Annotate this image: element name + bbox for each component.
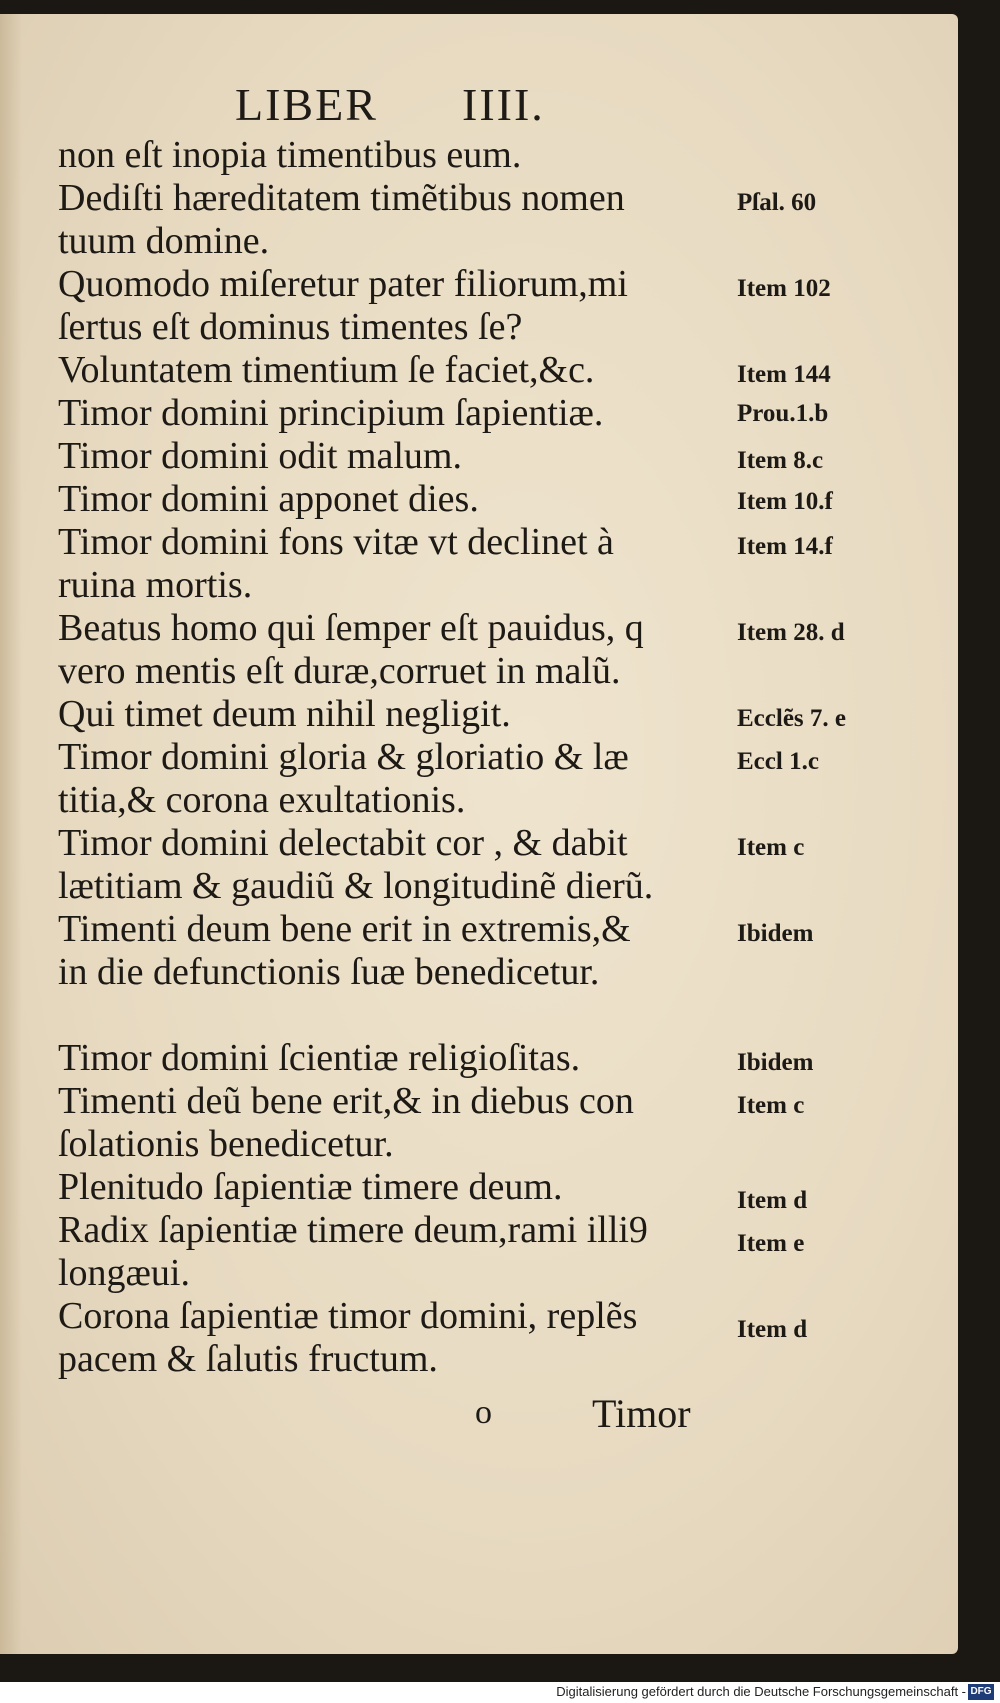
margin-reference: Pſal. 60 [737,189,817,216]
margin-reference: Ecclẽs 7. e [737,705,846,732]
catchword: Timor [592,1391,691,1436]
text-line: Timor domini principium ſapientiæ. [58,392,604,434]
digitization-footer [0,1682,1000,1703]
text-line: lætitiam & gaudiũ & longitudinẽ dierũ. [58,865,654,907]
margin-reference: Item 28. d [737,619,845,646]
text-line: Timenti deum bene erit in extremis,& [58,908,631,950]
text-line: Timor domini odit malum. [58,435,462,477]
text-line: Timenti deũ bene erit,& in diebus con [58,1080,634,1122]
text-line: Plenitudo ſapientiæ timere deum. [58,1166,563,1208]
text-line: longæui. [58,1252,190,1294]
text-line: Timor domini gloria & gloriatio & læ [58,736,629,778]
text-line: Dediſti hæreditatem timẽtibus nomen [58,177,625,219]
text-line: Timor domini apponet dies. [58,478,479,520]
text-line: Corona ſapientiæ timor domini, replẽs [58,1295,638,1337]
dfg-logo: DFG [968,1684,994,1700]
margin-reference: Item e [737,1230,805,1257]
running-head [0,78,958,138]
text-line: ſolationis benedicetur. [58,1123,394,1165]
margin-reference: Prou.1.b [737,400,829,427]
text-line: in die defunctionis ſuæ benedicetur. [58,951,600,993]
text-line: Qui timet deum nihil negligit. [58,693,511,735]
text-line: Timor domini ſcientiæ religioſitas. [58,1037,581,1079]
page-gutter-shadow [0,14,22,1654]
margin-reference: Item d [737,1316,808,1343]
margin-reference: Item c [737,834,805,861]
text-line: Timor domini fons vitæ vt declinet à [58,521,614,563]
margin-reference: Item 8.c [737,447,824,474]
margin-reference: Item c [737,1092,805,1119]
text-line: Beatus homo qui ſemper eſt pauidus, q [58,607,644,649]
text-line: ruina mortis. [58,564,253,606]
funding-credit: Digitalisierung gefördert durch die Deutsche Forschungsgemeinschaft - [556,1684,966,1699]
text-line: ſertus eſt dominus timentes ſe? [58,306,523,348]
margin-reference: Item d [737,1187,808,1214]
margin-reference: Item 102 [737,275,831,302]
margin-reference: Item 14.f [737,533,833,560]
running-head-title: LIBER [235,79,378,130]
text-line: pacem & ſalutis fructum. [58,1338,438,1380]
text-line: Quomodo miſeretur pater filiorum,mi [58,263,628,305]
margin-reference: Item 144 [737,361,831,388]
margin-reference: Ibidem [737,1049,814,1076]
margin-reference: Eccl 1.c [737,748,819,775]
running-head-book-number: IIII. [462,79,545,130]
text-line: Timor domini delectabit cor , & dabit [58,822,628,864]
margin-reference: Ibidem [737,920,814,947]
text-line: tuum domine. [58,220,270,262]
text-line: Voluntatem timentium ſe faciet,&c. [58,349,595,391]
text-line: vero mentis eſt duræ,corruet in malũ. [58,650,621,692]
text-line: Radix ſapientiæ timere deum,rami illi9 [58,1209,648,1251]
margin-reference: Item 10.f [737,488,833,515]
text-line: titia,& corona exultationis. [58,779,466,821]
signature-mark: o [475,1394,492,1431]
text-line: non eſt inopia timentibus eum. [58,134,522,176]
